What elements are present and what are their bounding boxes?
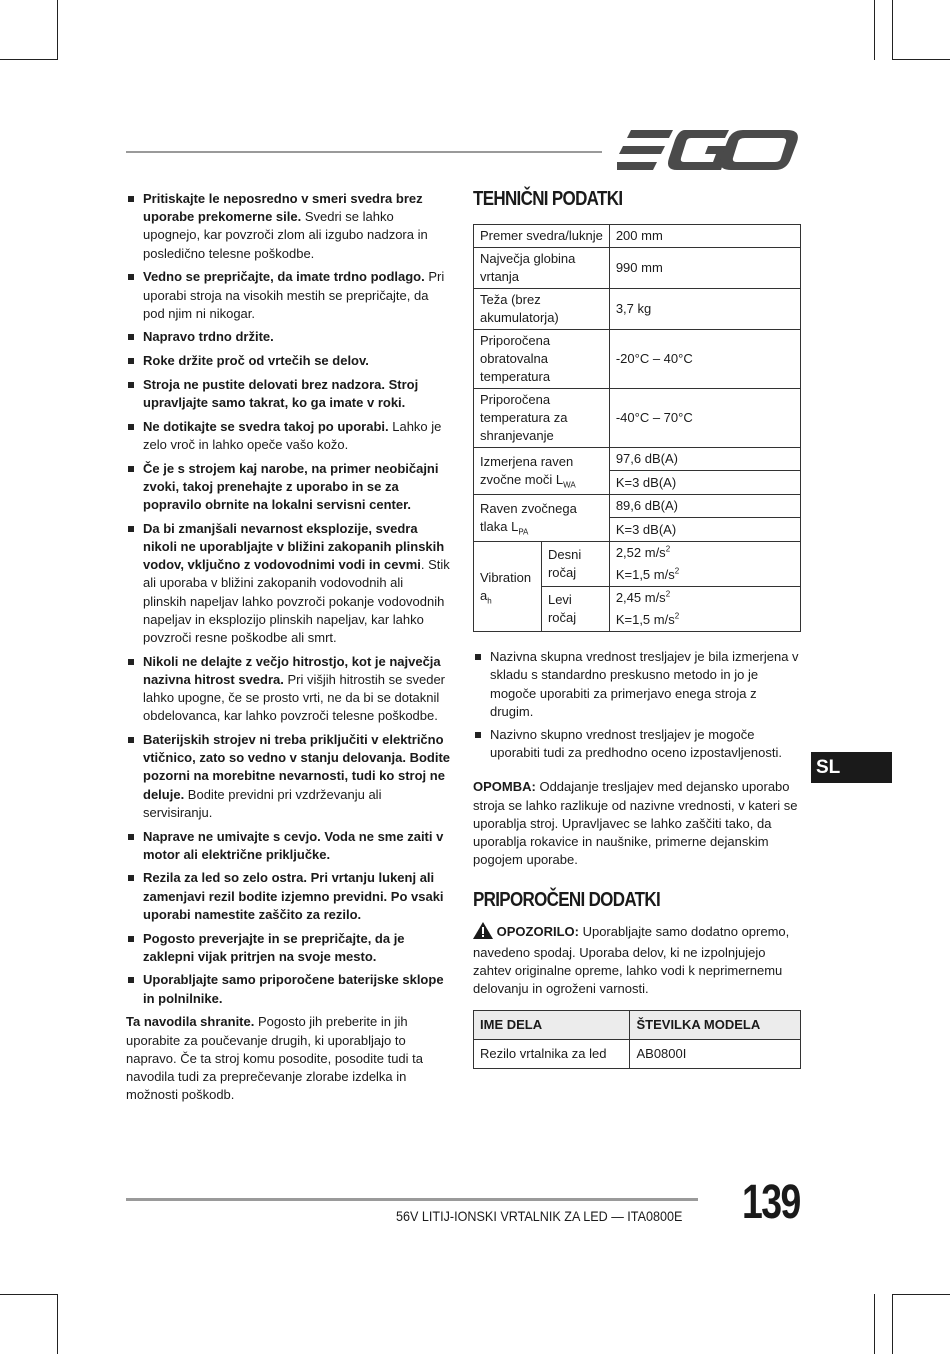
crop-mark bbox=[892, 1294, 950, 1295]
table-row bbox=[474, 248, 801, 289]
footer-rule bbox=[126, 1198, 698, 1201]
footer-title: 56V LITIJ-IONSKI VRTALNIK ZA LED — ITA0800E bbox=[396, 1208, 683, 1224]
right-column bbox=[473, 190, 801, 1069]
tech-heading: TEHNIČNI PODATKI bbox=[473, 188, 623, 210]
safety-item: Ne dotikajte se svedra takoj po uporabi. Lahko je zelo vroč in lahko opeče vašo kožo. bbox=[126, 418, 450, 454]
safety-item: Uporabljajte samo priporočene baterijske sklope in polnilnike. bbox=[126, 971, 450, 1007]
spec-value: 990 mm bbox=[609, 248, 800, 289]
spec-sublabel: Levi ročaj bbox=[541, 587, 609, 632]
crop-mark bbox=[874, 0, 875, 60]
note-paragraph: OPOMBA: Oddajanje tresljajev med dejansko uporabo stroja se lahko razlikuje od nazivne vrednosti, v kateri se uporablja stroj. Upravljavec se lahko zaščiti tako, da uporablja rokavice in naušnike, primerne dejanskim pogojem uporabe. bbox=[473, 779, 798, 868]
spec-value: 200 mm bbox=[609, 225, 800, 248]
table-row bbox=[474, 1040, 801, 1069]
spec-value: 3,7 kg bbox=[609, 289, 800, 330]
spec-label: Priporočena temperatura za shranjevanje bbox=[474, 389, 610, 448]
spec-value: 2,45 $m/s^2$ K=1,5 $m/s^2$ bbox=[609, 587, 800, 632]
spec-label: Vibration $a_h$ bbox=[474, 542, 542, 632]
crop-mark bbox=[0, 59, 58, 60]
crop-mark bbox=[892, 59, 950, 60]
safety-item: Stroja ne pustite delovati brez nadzora. Stroj upravljajte samo takrat, ko ga imate v roki. bbox=[126, 376, 450, 412]
spec-value: -20°C – 40°C bbox=[609, 330, 800, 389]
safety-item: Roke držite proč od vrtečih se delov. bbox=[126, 352, 450, 370]
table-cell: Rezilo vrtalnika za led bbox=[474, 1040, 630, 1069]
crop-mark bbox=[57, 1294, 58, 1354]
table-row bbox=[474, 542, 801, 587]
spec-label: Največja globina vrtanja bbox=[474, 248, 610, 289]
crop-mark bbox=[892, 0, 893, 60]
spec-value: 89,6 dB(A) K=3 dB(A) bbox=[609, 495, 800, 542]
spec-label: Raven zvočnega tlaka $L_{PA}$ bbox=[474, 495, 610, 542]
spec-label: Premer svedra/luknje bbox=[474, 225, 610, 248]
save-instructions: Ta navodila shranite. Pogosto jih preberite in jih uporabite za poučevanje drugih, ki uporabljajo to napravo. Če ta stroj komu posodite, posodite tudi ta navodila tudi za preprečevanje zlorabe izdelka in možnosti poškodb. bbox=[126, 1014, 424, 1103]
accessories-heading: PRIPOROČENI DODATKI bbox=[473, 889, 660, 912]
tech-spec-table bbox=[473, 224, 801, 632]
safety-item: Nikoli ne delajte z večjo hitrostjo, kot je največja nazivna hitrost svedra. Pri višjih hitrostih se sveder lahko upogne, če se prosto vrti, ne da bi se dotaknil obdelovanca, kar lahko povzroči telesne poškodbe. bbox=[126, 653, 450, 726]
crop-mark bbox=[874, 1294, 875, 1354]
spec-value: -40°C – 70°C bbox=[609, 389, 800, 448]
table-row bbox=[474, 448, 801, 495]
crop-mark bbox=[57, 0, 58, 60]
table-row bbox=[474, 330, 801, 389]
table-row bbox=[474, 389, 801, 448]
spec-label: Izmerjena raven zvočne moči $L_{WA}$ bbox=[474, 448, 610, 495]
crop-mark bbox=[892, 1294, 893, 1354]
safety-instructions bbox=[126, 190, 450, 1104]
spec-sublabel: Desni ročaj bbox=[541, 542, 609, 587]
safety-item: Pogosto preverjajte in se prepričajte, da je zaklepni vijak pritrjen na svoje mesto. bbox=[126, 930, 450, 966]
spec-label: Priporočena obratovalna temperatura bbox=[474, 330, 610, 389]
warning-paragraph: OPOZORILO: Uporabljajte samo dodatno opremo, navedeno spodaj. Uporaba delov, ki ne izpolnjujejo zahtev originalne opreme, lahko vodi k neprimernemu delovanju in ogroženi varnosti. bbox=[473, 923, 790, 997]
column-header: IME DELA bbox=[474, 1011, 630, 1040]
list-item: Nazivna skupna vrednost tresljajev je bila izmerjena v skladu s standardno preskusno metodo in jo je mogoče uporabiti za primerjavo enega stroja z drugim. bbox=[473, 648, 801, 721]
spec-value: 2,52 $m/s^2$ K=1,5 $m/s^2$ bbox=[609, 542, 800, 587]
vibration-notes bbox=[473, 648, 801, 762]
table-cell: AB0800I bbox=[630, 1040, 801, 1069]
spec-value: 97,6 dB(A) K=3 dB(A) bbox=[609, 448, 800, 495]
safety-item: Vedno se prepričajte, da imate trdno podlago. Pri uporabi stroja na visokih mestih se prepričajte, da pod njim ni nikogar. bbox=[126, 268, 450, 323]
list-item: Nazivno skupno vrednost tresljajev je mogoče uporabiti tudi za predhodno oceno izpostavljenosti. bbox=[473, 726, 801, 762]
safety-item: Baterijskih strojev ni treba priključiti v električno vtičnico, zato so vedno v stanju delovanja. Bodite pozorni na morebitne nevarnosti, tudi ko stroj ne deluje. Bodite previdni pri vzdrževanju ali servisiranju. bbox=[126, 731, 450, 822]
table-row bbox=[474, 289, 801, 330]
column-header: ŠTEVILKA MODELA bbox=[630, 1011, 801, 1040]
safety-item: Naprave ne umivajte s cevjo. Voda ne sme zaiti v motor ali električne priključke. bbox=[126, 828, 450, 864]
table-row bbox=[474, 225, 801, 248]
safety-item: Pritiskajte le neposredno v smeri svedra brez uporabe prekomerne sile. Svedri se lahko upognejo, kar povzroči zlom ali izgubo nadzora in posledično telesne poškodbe. bbox=[126, 190, 450, 263]
safety-item: Napravo trdno držite. bbox=[126, 328, 450, 346]
accessories-table bbox=[473, 1010, 801, 1069]
language-tab: SL bbox=[811, 752, 892, 783]
safety-item: Rezila za led so zelo ostra. Pri vrtanju lukenj ali zamenjavi rezil bodite izjemno previdni. Po vsaki uporabi namestite zaščito za rezilo. bbox=[126, 869, 450, 924]
table-header bbox=[474, 1011, 801, 1040]
header-rule bbox=[126, 151, 602, 153]
safety-item: Če je s strojem kaj narobe, na primer neobičajni zvoki, takoj prenehajte z uporabo in se za popravilo obrnite na lokalni servisni center. bbox=[126, 460, 450, 515]
page-number: 139 bbox=[742, 1176, 800, 1229]
warning-icon bbox=[473, 922, 493, 944]
ego-logo bbox=[617, 130, 799, 170]
table-row bbox=[474, 495, 801, 542]
spec-label: Teža (brez akumulatorja) bbox=[474, 289, 610, 330]
safety-item: Da bi zmanjšali nevarnost eksplozije, svedra nikoli ne uporabljajte v bližini zakopanih plinskih vodov, vključno z vodovodnimi vodi in cevmi. Stik ali uporaba v bližini zakopanih vodovodnih ali plinskih napeljav lahko povzroči pokanje vodovodnih napeljav in eksplozijo plinskih napeljav, kar lahko povzroči resne poškodbe ali smrt. bbox=[126, 520, 450, 647]
crop-mark bbox=[0, 1294, 58, 1295]
